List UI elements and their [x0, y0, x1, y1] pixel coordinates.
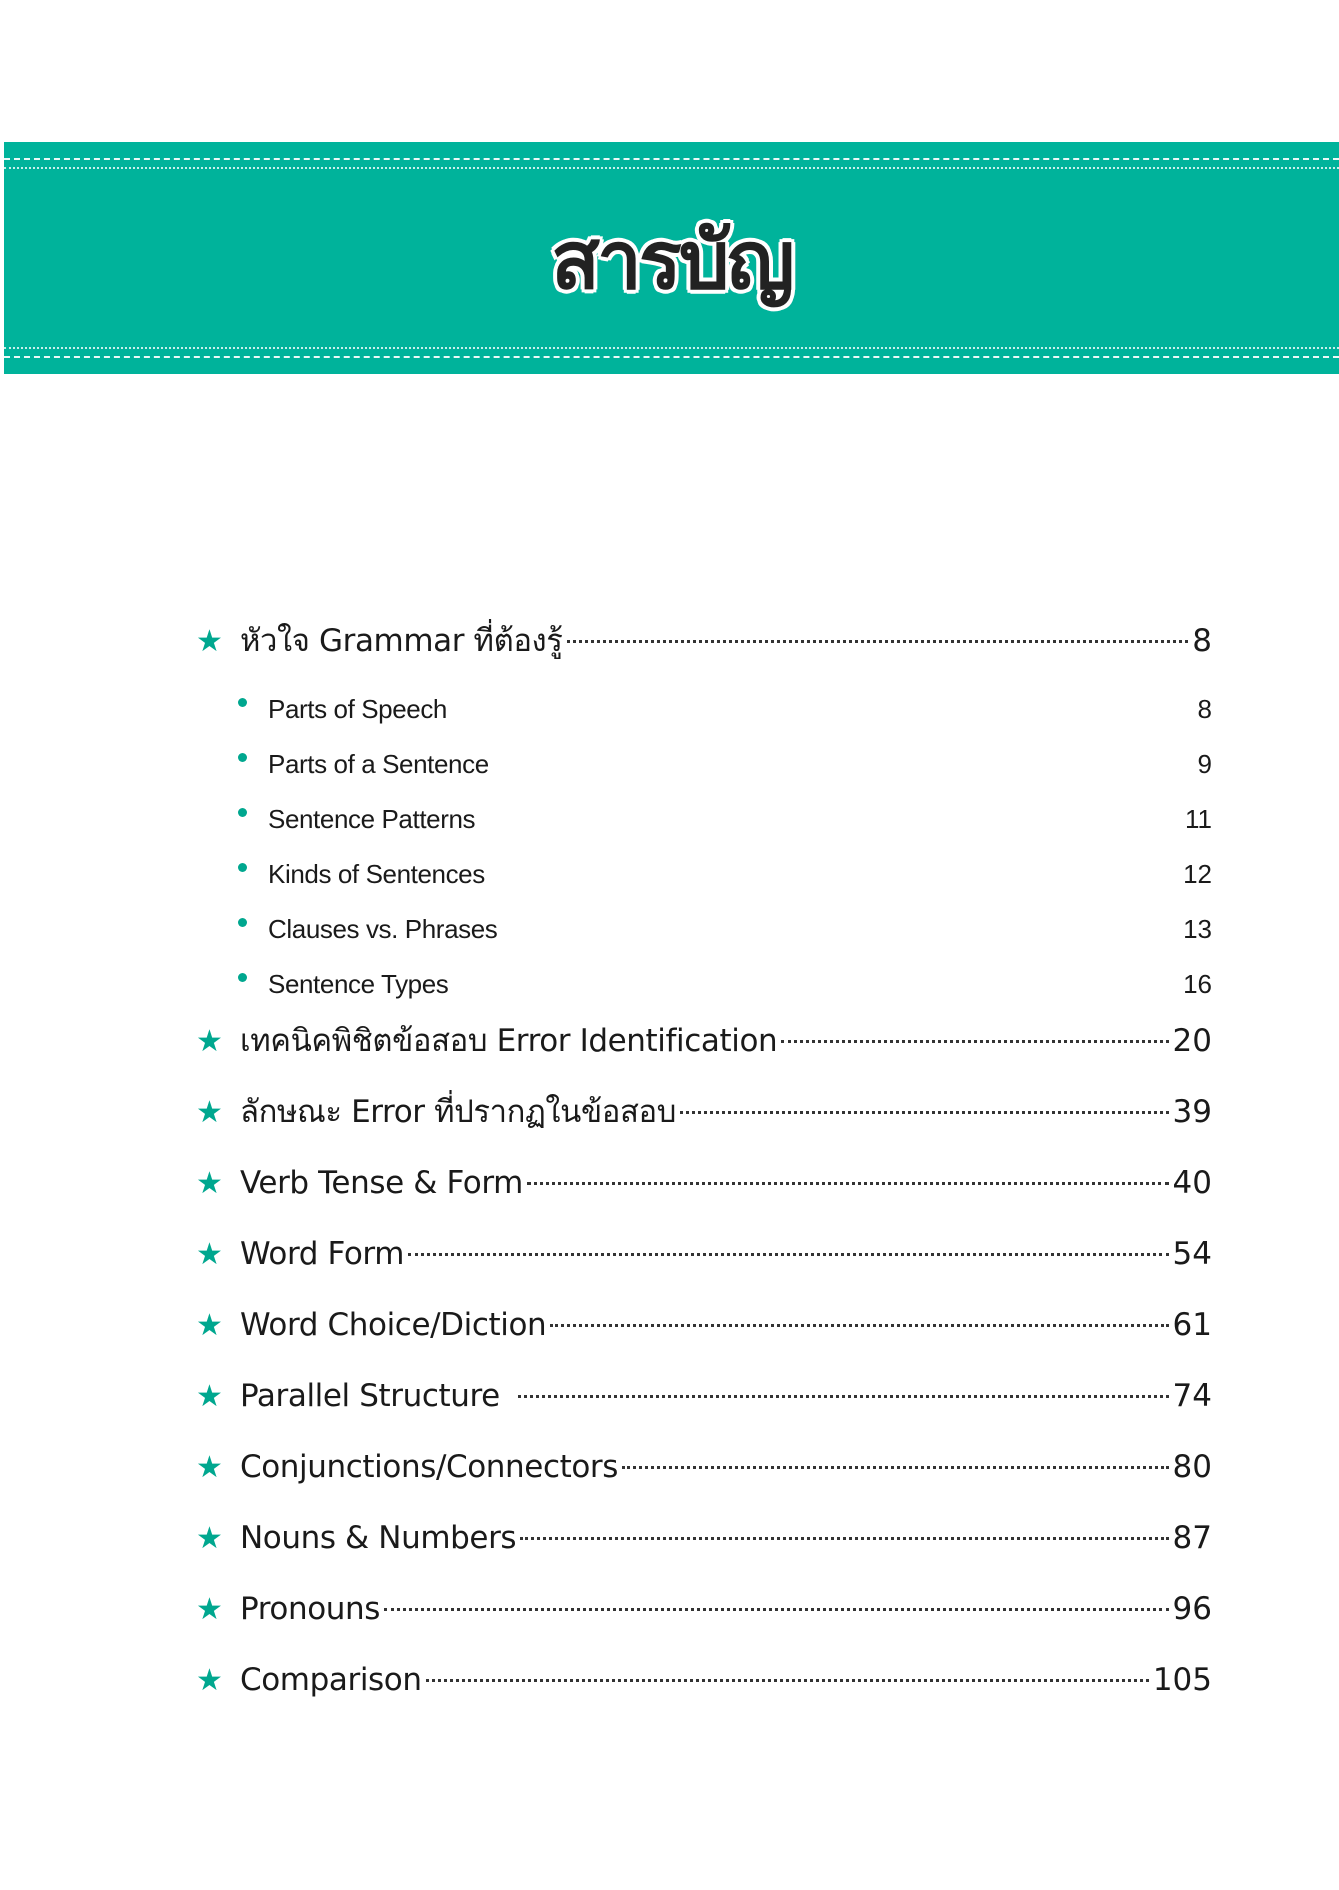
toc-entry-label: Nouns & Numbers [240, 1520, 517, 1556]
dot-leader [622, 1466, 1169, 1469]
star-icon: ★ [196, 1379, 223, 1414]
toc-entry-label: Word Form [240, 1236, 405, 1272]
banner-stitch-line [4, 356, 1339, 358]
toc-entry-page: 105 [1152, 1662, 1212, 1698]
title-banner [4, 142, 1339, 374]
dot-leader [520, 1537, 1168, 1540]
toc-entry-label: เทคนิคพิชิตข้อสอบ Error Identification [240, 1023, 778, 1059]
star-icon: ★ [196, 1024, 223, 1059]
toc-entry-page: 54 [1172, 1236, 1212, 1272]
toc-subentry-page: 9 [1197, 749, 1212, 779]
toc-subentry-label: Parts of Speech [268, 694, 447, 724]
bullet-icon [196, 684, 268, 718]
banner-stitch-line [4, 167, 1339, 169]
page-title: สารบัญ [551, 214, 792, 307]
toc-subentry-page: 13 [1183, 914, 1212, 944]
toc-entry-page: 40 [1172, 1165, 1212, 1201]
toc-entry[interactable] [196, 1305, 1212, 1345]
star-icon: ★ [196, 1663, 223, 1698]
toc-subentry-label: Sentence Types [268, 969, 449, 999]
dot-leader [408, 1253, 1169, 1256]
dot-leader [781, 1040, 1168, 1043]
toc-entry[interactable] [196, 621, 1212, 661]
toc-subentry[interactable] [196, 849, 1212, 889]
toc-entry[interactable] [196, 1518, 1212, 1558]
bullet-icon [196, 739, 268, 773]
star-icon: ★ [196, 1592, 223, 1627]
toc-subentry[interactable] [196, 904, 1212, 944]
toc-entry-page: 20 [1172, 1023, 1212, 1059]
dot-leader [527, 1182, 1169, 1185]
toc-subentry-label: Clauses vs. Phrases [268, 914, 498, 944]
banner-stitch-line [4, 158, 1339, 160]
star-icon: ★ [196, 1450, 223, 1485]
toc-subentry-page: 8 [1197, 694, 1212, 724]
bullet-icon [196, 959, 268, 993]
toc-entry-page: 96 [1172, 1591, 1212, 1627]
bullet-icon [196, 904, 268, 938]
star-icon: ★ [196, 1521, 223, 1556]
toc-entry-label: Word Choice/Diction [240, 1307, 547, 1343]
toc-subentry-label: Sentence Patterns [268, 804, 476, 834]
toc-entry-label: หัวใจ Grammar ที่ต้องรู้ [240, 623, 563, 659]
toc-entry-page: 8 [1192, 623, 1212, 659]
toc-subentry[interactable] [196, 959, 1212, 999]
star-icon: ★ [196, 1095, 223, 1130]
toc-subentry[interactable] [196, 794, 1212, 834]
toc-entry-label: Conjunctions/Connectors [240, 1449, 619, 1485]
toc-entry-label: Pronouns [240, 1591, 381, 1627]
toc-entry-label: Verb Tense & Form [240, 1165, 523, 1201]
toc-entry[interactable] [196, 1163, 1212, 1203]
bullet-icon [196, 794, 268, 828]
toc-entry[interactable] [196, 1234, 1212, 1274]
bullet-icon [196, 849, 268, 883]
star-icon: ★ [196, 624, 223, 659]
toc-entry-page: 39 [1172, 1094, 1212, 1130]
star-icon: ★ [196, 1308, 223, 1343]
toc-entry-page: 74 [1172, 1378, 1212, 1414]
dot-leader [680, 1111, 1169, 1114]
toc-entry-page: 61 [1172, 1307, 1212, 1343]
toc-entry-page: 87 [1172, 1520, 1212, 1556]
toc-entry[interactable] [196, 1447, 1212, 1487]
dot-leader [384, 1608, 1169, 1611]
toc-subentry[interactable] [196, 684, 1212, 724]
toc-entry[interactable] [196, 1589, 1212, 1629]
dot-leader [550, 1324, 1168, 1327]
toc-entry[interactable] [196, 1376, 1212, 1416]
toc-entry-label: Comparison [240, 1662, 422, 1698]
star-icon: ★ [196, 1166, 223, 1201]
toc-entry-label: Parallel Structure [240, 1378, 500, 1414]
toc-subentry-page: 11 [1185, 804, 1212, 834]
toc-entry[interactable] [196, 1660, 1212, 1700]
dot-leader [426, 1679, 1149, 1682]
dot-leader [518, 1395, 1169, 1398]
dot-leader [567, 640, 1189, 643]
banner-stitch-line [4, 347, 1339, 349]
toc-subentry[interactable] [196, 739, 1212, 779]
toc-entry-page: 80 [1172, 1449, 1212, 1485]
toc-entry[interactable] [196, 1092, 1212, 1132]
toc-entry[interactable] [196, 1021, 1212, 1061]
toc-subentry-page: 16 [1183, 969, 1212, 999]
toc-subentry-page: 12 [1183, 859, 1212, 889]
toc-subentry-label: Parts of a Sentence [268, 749, 489, 779]
toc-entry-label: ลักษณะ Error ที่ปรากฏในข้อสอบ [240, 1094, 676, 1130]
toc-subentry-label: Kinds of Sentences [268, 859, 485, 889]
star-icon: ★ [196, 1237, 223, 1272]
